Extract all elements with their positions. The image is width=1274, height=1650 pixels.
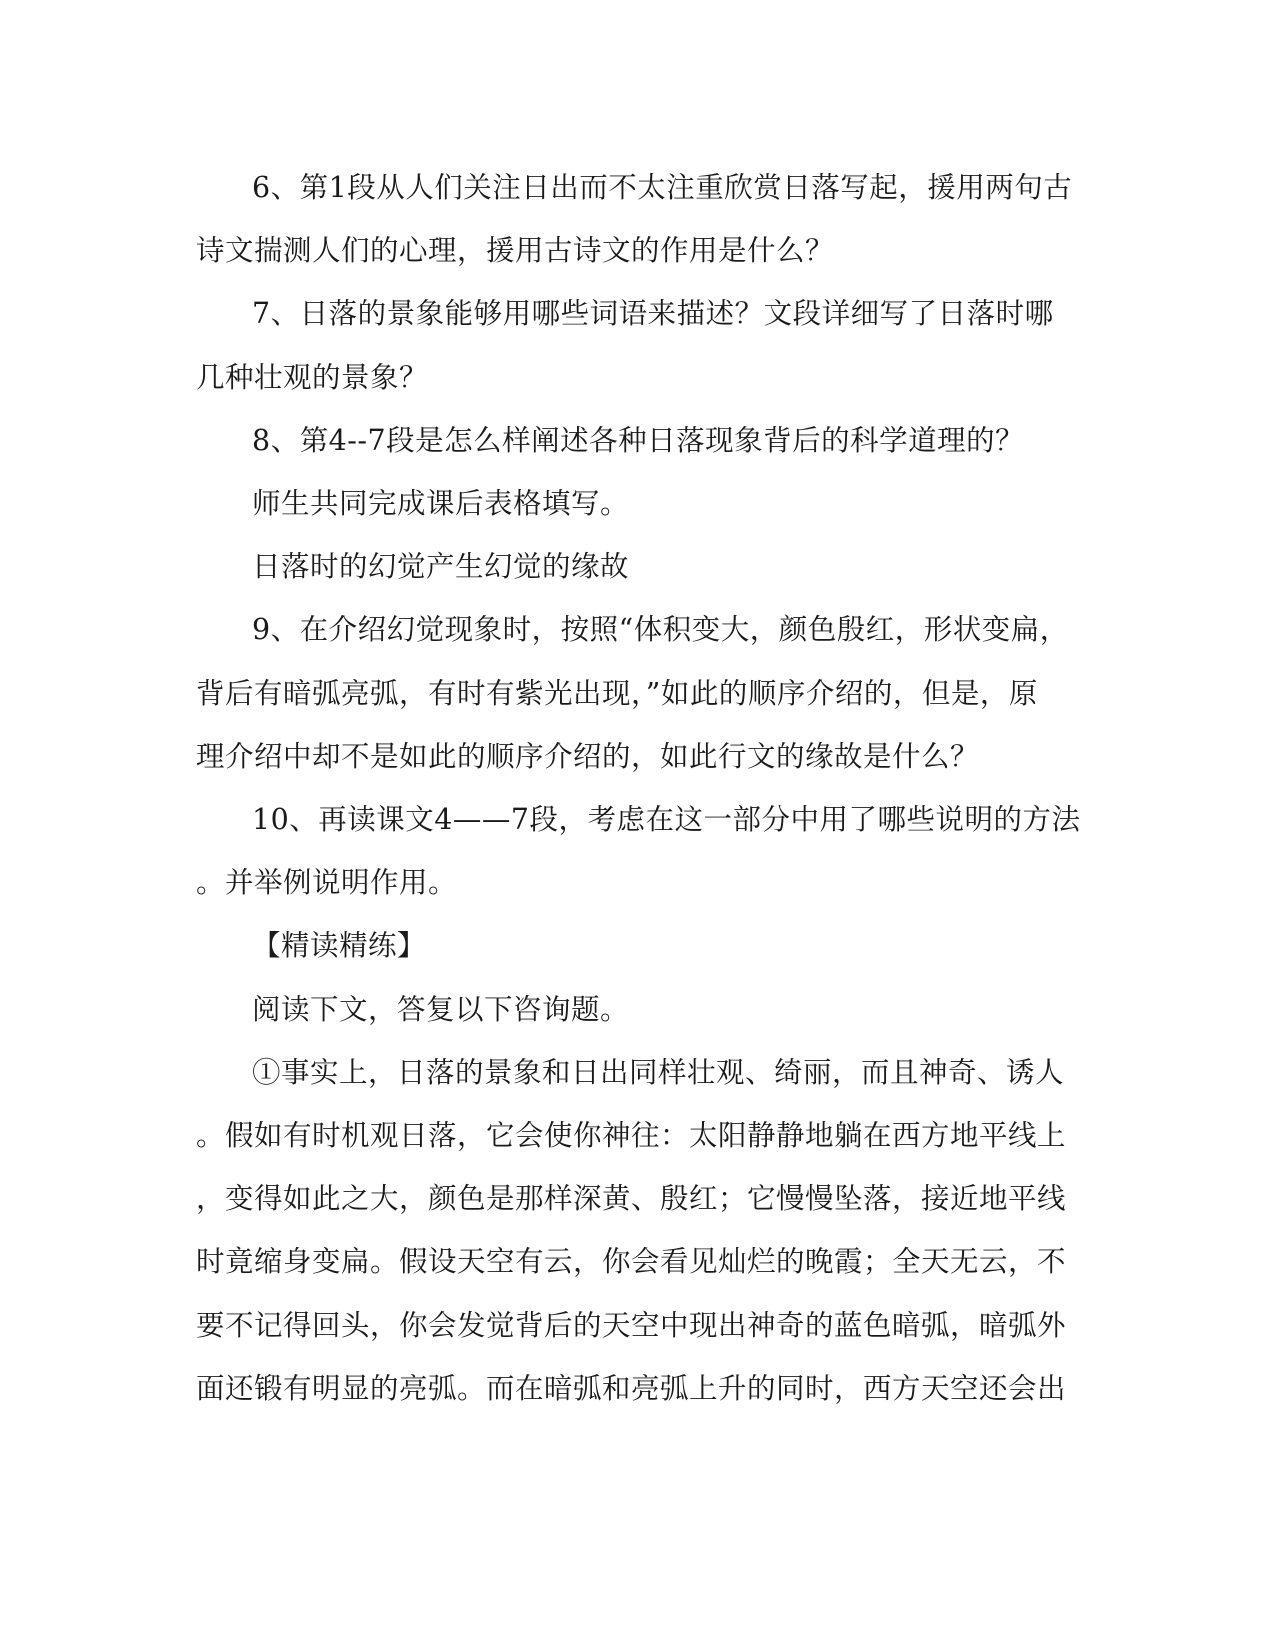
section-heading: 【精读精练】 <box>252 929 427 962</box>
passage-line-1: ①事实上，日落的景象和日出同样壮观、绮丽，而且神奇、诱人 <box>252 1056 1065 1089</box>
table-instruction: 师生共同完成课后表格填写。 <box>252 487 630 520</box>
question-6-line-1: 6、第1段从人们关注日出而不太注重欣赏日落写起，援用两句古 <box>252 171 1073 204</box>
question-8-line: 8、第4--7段是怎么样阐述各种日落现象背后的科学道理的？ <box>252 424 1025 457</box>
table-header-line: 日落时的幻觉产生幻觉的缘故 <box>252 550 630 583</box>
question-6-line-2: 诗文揣测人们的心理，援用古诗文的作用是什么？ <box>196 234 835 267</box>
question-7-line-1: 7、日落的景象能够用哪些词语来描述？文段详细写了日落时哪 <box>252 297 1054 330</box>
question-9-line-1: 9、在介绍幻觉现象时，按照“体积变大，颜色殷红，形状变扁， <box>252 613 1069 646</box>
question-9-line-3: 理介绍中却不是如此的顺序介绍的，如此行文的缘故是什么？ <box>196 740 980 773</box>
passage-line-3: ，变得如此之大，颜色是那样深黄、殷红；它慢慢坠落，接近地平线 <box>196 1182 1067 1215</box>
passage-line-5: 要不记得回头，你会发觉背后的天空中现出神奇的蓝色暗弧，暗弧外 <box>196 1309 1067 1342</box>
passage-line-2: 。假如有时机观日落，它会使你神往：太阳静静地躺在西方地平线上 <box>196 1119 1067 1152</box>
question-9-line-2: 背后有暗弧亮弧，有时有紫光出现，”如此的顺序介绍的，但是，原 <box>196 677 1038 710</box>
passage-line-6: 面还锻有明显的亮弧。而在暗弧和亮弧上升的同时，西方天空还会出 <box>196 1372 1067 1405</box>
reading-instruction: 阅读下文，答复以下咨询题。 <box>252 993 630 1026</box>
passage-line-4: 时竟缩身变扁。假设天空有云，你会看见灿烂的晚霞；全天无云，不 <box>196 1245 1067 1278</box>
question-10-line-1: 10、再读课文4——7段，考虑在这一部分中用了哪些说明的方法 <box>252 803 1081 836</box>
question-7-line-2: 几种壮观的景象？ <box>196 361 429 394</box>
question-10-line-2: 。并举例说明作用。 <box>196 866 458 899</box>
